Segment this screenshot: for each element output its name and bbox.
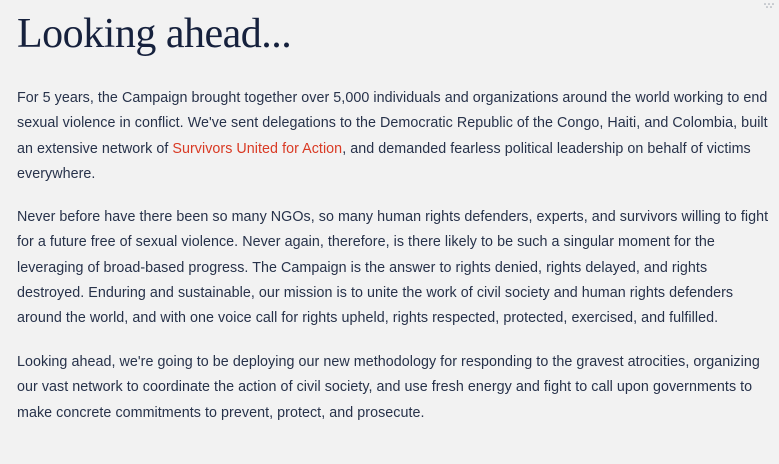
looking-ahead-paragraph: Looking ahead, we're going to be deploying our new methodology for responding to the gravest atrocities, organizing our vast network to coordinate the action of civil society, and use fresh energy and fight to call upon governments to make concrete commitments to prevent, protect, and prosecute.	[17, 354, 760, 421]
intro-text-before-link: For 5 years, the Campaign brought together over 5,000 individuals and organizations around the world working to end sexual violence in conflict. We've sent delegations to the Democratic Republic of the Congo, Haiti, and Colombia, built an extensive network of	[17, 90, 768, 157]
page-heading: Looking ahead...	[17, 11, 292, 57]
intro-paragraph	[17, 86, 769, 187]
survivors-united-link[interactable]: Survivors United for Action	[172, 140, 343, 157]
intro-text-after-link: , and demanded fearless political leadership on behalf of victims everywhere.	[17, 140, 751, 182]
mission-paragraph: Never before have there been so many NGOs, so many human rights defenders, experts, and survivors willing to fight for a future free of sexual violence. Never again, therefore, is there likely to be such a singular moment for the leveraging of broad-based progress. The Campaign is the answer to rights denied, rights delayed, and rights destroyed. Enduring and sustainable, our mission is to unite the work of civil society and human rights defenders around the world, and with one voice call for rights upheld, rights respected, protected, exercised, and fulfilled.	[17, 209, 769, 327]
corner-dots-icon	[763, 2, 775, 12]
